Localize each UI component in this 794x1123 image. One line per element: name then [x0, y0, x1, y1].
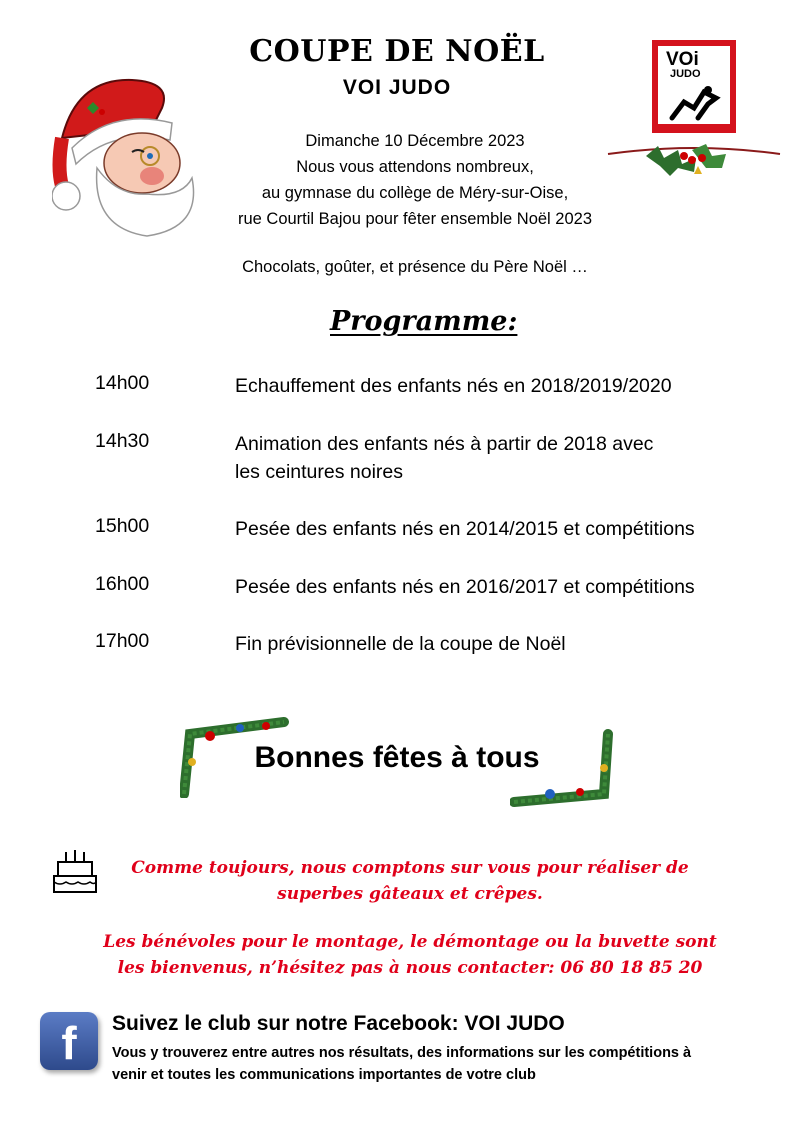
logo-subtext: JUDO	[670, 68, 701, 80]
programme-description-line: Animation des enfants nés à partir de 2018 avec	[235, 433, 654, 455]
event-location: au gymnase du collège de Méry-sur-Oise,	[261, 184, 569, 202]
programme-description-line: les ceintures noires	[235, 461, 403, 483]
volunteers-request-line: Les bénévoles pour le montage, le démontage ou la buvette sont	[103, 932, 717, 952]
volunteers-request-line: les bienvenus, n’hésitez pas à nous contacter: 06 80 18 85 20	[117, 958, 703, 978]
programme-description: Echauffement des enfants nés en 2018/2019/2020	[235, 375, 672, 397]
event-info	[200, 128, 630, 232]
programme-time: 14h30	[95, 430, 150, 452]
facebook-description-line: venir et toutes les communications importantes de votre club	[112, 1067, 536, 1083]
cakes-request-line: superbes gâteaux et crêpes.	[277, 884, 543, 904]
programme-description	[235, 430, 775, 486]
page-subtitle: VOI JUDO	[342, 76, 452, 99]
programme-time: 15h00	[95, 515, 150, 537]
programme-description: Pesée des enfants nés en 2014/2015 et compétitions	[235, 518, 695, 540]
cakes-request	[80, 855, 740, 907]
programme-time: 17h00	[95, 630, 150, 652]
event-extras: Chocolats, goûter, et présence du Père Noël …	[242, 258, 588, 276]
event-date: Dimanche 10 Décembre 2023	[305, 132, 525, 150]
volunteers-request	[80, 929, 740, 981]
programme-time: 14h00	[95, 372, 150, 394]
facebook-heading: Suivez le club sur notre Facebook: VOI JUDO	[112, 1012, 565, 1035]
programme-time: 16h00	[95, 573, 150, 595]
page-title: COUPE DE NOËL	[249, 34, 545, 69]
cakes-request-line: Comme toujours, nous comptons sur vous pour réaliser de	[131, 858, 689, 878]
event-invitation: Nous vous attendons nombreux,	[296, 158, 534, 176]
facebook-icon[interactable]	[40, 1012, 98, 1070]
programme-description: Pesée des enfants nés en 2016/2017 et compétitions	[235, 576, 695, 598]
season-greetings: Bonnes fêtes à tous	[254, 741, 540, 774]
facebook-description-line: Vous y trouverez entre autres nos résultats, des informations sur les compétitions à	[112, 1045, 692, 1061]
event-address: rue Courtil Bajou pour fêter ensemble Noël 2023	[237, 210, 593, 228]
programme-description: Fin prévisionnelle de la coupe de Noël	[235, 633, 566, 655]
logo-text: VOi	[666, 49, 699, 70]
programme-heading: Programme:	[330, 306, 518, 337]
facebook-letter: f	[61, 1017, 77, 1069]
holly-garland-icon	[606, 136, 782, 176]
facebook-description	[112, 1042, 772, 1086]
